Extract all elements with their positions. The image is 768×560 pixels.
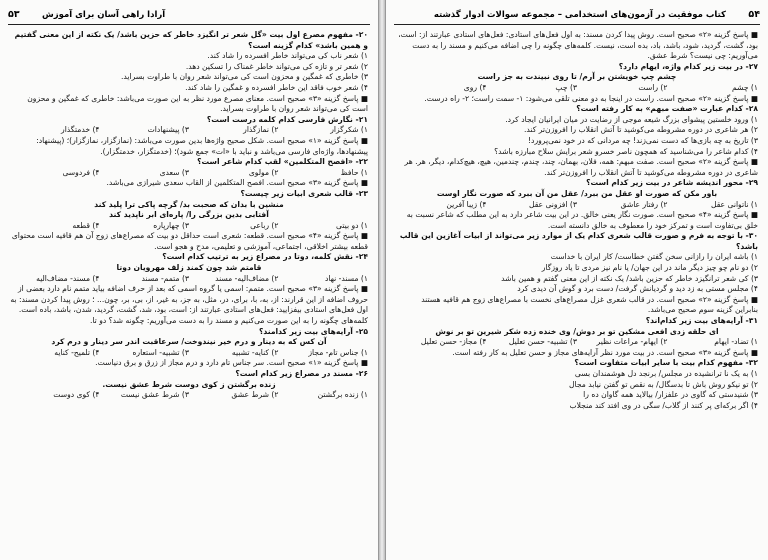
answer-option: ۱) جناس تام- مجاز bbox=[308, 347, 368, 357]
answer-options-row bbox=[10, 348, 368, 359]
answer-option: ۳) شنیدستی که گاوی در علفزار/ بیالاید همه گاوان ده را bbox=[583, 390, 758, 400]
poem-verse: آفتابی بدین بزرگی را/ پاره‌ای ابر ناپدید کند bbox=[109, 210, 269, 220]
question-text: ۳۲- مفهوم کدام بیت با سایر ابیات متفاوت است؟ bbox=[574, 358, 758, 368]
answer-option: ۱) ناتوانی عقل bbox=[710, 199, 758, 209]
answer-option: ۴) مسند- مضاف‌الیه bbox=[36, 273, 100, 283]
poem-verse: ای حلقه زدی افعی مشکین تو بر دوش/ وی خنده زده شکر شیرین تو بر نوش bbox=[435, 326, 719, 336]
answer-option: ۱) به یک نا ترانشیده در مجلس/ برنجد دل هوشمندان بسی bbox=[574, 369, 758, 378]
question-text: ۲۴- نقش کلمه، دوتا در مصراع زیر به ترتیب کدام است؟ bbox=[162, 252, 368, 262]
right-page-body bbox=[396, 30, 758, 556]
answer-option: ۲) ایهام- مراعات نظیر bbox=[596, 337, 668, 347]
question-text: ۲۶- مسند در مصراع زیر کدام است؟ bbox=[235, 369, 368, 378]
answer-option: ۴) مجلس مستی به زد دید و گردیانش گرفت/ دست برد و گوش آن دیدی کرد bbox=[517, 284, 758, 294]
question-text: ۳۱- آرایه‌های بیت زیر کدام‌اند؟ bbox=[645, 316, 758, 326]
answer-option: ۱) تضاد- ایهام bbox=[714, 337, 758, 347]
answer-option: ۳) متمم- مسند bbox=[141, 273, 189, 283]
answer-option: ۳) تشبیه- حسن تعلیل bbox=[508, 337, 577, 347]
question-text: ۲۷- در بیت زیر کدام واژه، ایهام دارد؟ bbox=[618, 61, 758, 71]
answer-option: ۴) شعر خوب فاقد این خاطر افسرده و غمگین را شاد کند. bbox=[185, 82, 368, 92]
answer-option: ۲) رباعی bbox=[250, 220, 279, 230]
answer-explanation: ■ پاسخ گزینه «۲» صحیح است. روش پیدا کردن مسند: به اول فعل‌های استادی: فعل‌های استادی عبارتند از: است، بود، گشت، گردید، شود، باشد، باد، بده است، نیست. کلمه‌های چگونه را چی اضافه می‌کنیم و مسند را به دست می‌آوریم: چی نیست؟ شرط عشق. bbox=[398, 30, 758, 61]
answer-option: ۴) مجاز- حسن تعلیل bbox=[420, 337, 487, 347]
poem-verse: منشین با بدان که صحبت بد/ گرچه پاکی ترا پلید کند bbox=[94, 199, 284, 209]
answer-option: ۴) زیبا آفرین bbox=[446, 199, 487, 209]
question-text: ۳۰- با توجه به فرم و صورت قالب شعری کدام یک از موارد زیر می‌تواند از ابیات آغازین این قالب باشد؟ bbox=[399, 231, 758, 251]
answer-options-row bbox=[10, 390, 368, 401]
answer-option: ۲) شعر تر و تازه کی می‌تواند خاطر غمناک را تسکین دهد. bbox=[185, 61, 368, 71]
answer-option: ۲) هر شاعری در دوره مشروطه می‌کوشید تا آتش انقلاب را افروزن‌تر کند. bbox=[524, 125, 758, 135]
left-page bbox=[0, 0, 379, 560]
answer-option: ۲) نمازگذار bbox=[243, 125, 279, 135]
answer-option: ۲) مولوی bbox=[248, 167, 279, 177]
question-text: ۲۵- آرایه‌های بیت زیر کدامند؟ bbox=[258, 326, 368, 336]
answer-option: ۴) کوی دوست bbox=[53, 390, 100, 400]
question-text: ۲۰- مفهوم مصرع اول بیت «گل شعر تر انگیزد خاطر که حزین باشد/ یک نکته از این معنی گفتیم و همین باشد» کدام گزینه است؟ bbox=[14, 30, 368, 50]
answer-option: ۲) تو نیکو روش باش تا بدسگال/ به نقص تو گفتن نیابد مجال bbox=[569, 379, 758, 389]
answer-explanation: ■ پاسخ گزینه «۱» صحیح است. شکل صحیح واژه‌ها بدین صورت می‌باشد: (نمازگزار، نمازگزار)؛ (پیشنهاد: پیشنهادها، واژه‌ای فارسی می‌باشد و نباید با «ات» جمع شود)؛ (خدمتگزار، خدمتگزار). bbox=[36, 135, 368, 156]
answer-option: ۳) کی شعر ترانگیزد خاطر که حزین باشد/ یک نکته از این معنی گفتم و همین باشد bbox=[501, 273, 758, 283]
answer-explanation: ■ پاسخ گزینه «۳» صحیح است. افصح المتکلمین از القاب سعدی شیرازی می‌باشد. bbox=[106, 178, 368, 188]
answer-options-row bbox=[396, 200, 758, 211]
answer-option: ۳) شرط عشق نیست bbox=[120, 390, 189, 400]
answer-option: ۳) افزونی عقل bbox=[528, 199, 577, 209]
answer-options-row bbox=[10, 168, 368, 179]
answer-option: ۴) خدمتگذار bbox=[61, 125, 100, 135]
answer-option: ۱) دو بیتی bbox=[336, 220, 368, 230]
answer-option: ۲) شرط عشق bbox=[231, 390, 279, 400]
answer-option: ۳) سعدی bbox=[159, 167, 189, 177]
answer-option: ۴) تلمیح- کنایه bbox=[54, 347, 100, 357]
answer-option: ۳) پیشنهادات bbox=[147, 125, 189, 135]
answer-options-row bbox=[10, 274, 368, 285]
answer-explanation: ■ پاسخ گزینه «۱» صحیح است. سر جناس تام دارد و درم مجاز از زرق و برق دنیاست. bbox=[95, 358, 368, 368]
answer-option: ۳) تاریخ به چه بازی‌ها که دست نمی‌زند! چه مردانی که در خود نمی‌پرورد! bbox=[528, 135, 758, 145]
answer-explanation: ■ پاسخ گزینه «۲» صحیح است. صفت مبهم: همه، فلان، بهمان، چند، چندم، چندمین، هیچ، هیچ‌کدام، دیگر، هر. هر شاعری در دوره مشروطه می‌کوشید تا آتش انقلاب را افروزن‌تر کند. bbox=[404, 157, 758, 177]
poem-verse: باور مکن که صورت او عقل من ببرد/ عقل من آن ببرد که صورت نگار اوست bbox=[436, 188, 718, 198]
answer-option: ۱) چشم bbox=[732, 82, 758, 92]
answer-option: ۲) راست bbox=[638, 82, 668, 92]
answer-explanation: ■ پاسخ گزینه «۳» صحیح است. متمم: اسمی یا گروه اسمی که بعد از حرف اضافه بیاید متمم نام دارد بعضی از حروف اضافه از این قرارند: از، به، با، برای، در، مثل، به جز، به غیر، از، بی، بر، چون... ؛ روش پیدا کردن مسند: به اول فعل‌های استادی بیفزایید: فعل‌های استادی عبارتند از: است، بود، شد، گشت، گردید، شدن، باشد، باده است. کلمه‌های چگونه را به این صورت می‌کنیم و مسند را به دست می‌آوریم: چگونه شد؟ دو تا. bbox=[10, 284, 368, 326]
answer-option: ۳) چهارپاره bbox=[153, 220, 189, 230]
question-text: ۲۹- محور اندیشه شاعر در بیت زیر کدام است؟ bbox=[586, 178, 758, 188]
answer-option: ۴) اگر برکه‌ای پر کنند از گلاب/ سگی در وی افتد کند منجلاب bbox=[569, 400, 758, 410]
answer-options-row bbox=[396, 83, 758, 94]
left-page-number: ۵۳ bbox=[8, 9, 20, 20]
poem-verse: زنده برگشتن ز کوی دوست شرط عشق نیست. bbox=[102, 379, 276, 389]
left-page-header-title: آرادا راهی آسان برای آموزش bbox=[42, 10, 166, 20]
answer-option: ۱) حافظ bbox=[340, 167, 368, 177]
answer-options-row bbox=[396, 337, 758, 348]
answer-options-row bbox=[10, 125, 368, 136]
answer-option: ۴) کدام شاعر را می‌شناسید که همچون ناصر خسرو شعر برایش سلاح مبارزه باشد؟ bbox=[494, 146, 758, 156]
answer-option: ۲) مضاف‌الیه- مسند bbox=[215, 273, 279, 283]
answer-option: ۳) خاطری که غمگین و محزون است کی می‌تواند شعر روان با طراوت بسراید. bbox=[120, 72, 368, 82]
answer-explanation: ■ پاسخ گزینه «۲» صحیح است. در قالب شعری غزل مصراع‌های نخست با مصراع‌های زوج هم قافیه هستند بنابراین گزینه سوم صحیح می‌باشد. bbox=[421, 294, 758, 315]
answer-option: ۴) فردوسی bbox=[62, 167, 100, 177]
right-page-header-title: کتاب موفقیت در آزمون‌های استخدامی – مجموعه سوالات ادوار گذشته bbox=[433, 10, 726, 20]
answer-option: ۳) تشبیه- استعاره bbox=[132, 347, 189, 357]
right-page-header bbox=[394, 6, 760, 25]
answer-explanation: ■ پاسخ گزینه «۴» صحیح است. صورت نگار یعنی خالق. در این بیت شاعر دارد به این مطلب که شاعر نسبت به خلق بی‌تفاوت است و تمرکز خود را معطوف به خالق دانسته است. bbox=[406, 210, 758, 230]
answer-option: ۳) چپ bbox=[555, 82, 577, 92]
answer-option: ۱) مسند- نهاد bbox=[324, 273, 368, 283]
left-page-header bbox=[8, 6, 370, 25]
answer-explanation: ■ پاسخ گزینه «۳» صحیح است. در بیت مورد نظر آرایه‌های مجاز و حسن تعلیل به کار رفته است. bbox=[452, 347, 758, 357]
poem-verse: قامتم شد چون کمند زلف مهرویان دوتا bbox=[116, 263, 262, 273]
question-text: ۲۲- «افصح المتکلمین» لقب کدام شاعر است؟ bbox=[197, 157, 368, 167]
answer-explanation: ■ پاسخ گزینه «۲» صحیح است. راست در اینجا به دو معنی تلقی می‌شود: ۱- سمت راست؛ ۲- راه درست. bbox=[424, 93, 758, 103]
answer-option: ۱) ورود خلستین پیشوای بزرگ شیعه موجی از رضایت در میان ایرانیان ایجاد کرد. bbox=[505, 114, 758, 124]
right-page-number: ۵۴ bbox=[748, 9, 760, 20]
right-page bbox=[385, 0, 768, 560]
poem-verse: آن کس که به دینار و درم خیر نیندوخت/ سرعاقبت اندر سر دینار و درم کرد bbox=[51, 337, 327, 347]
answer-option: ۲) رفتار عاشق bbox=[620, 199, 668, 209]
answer-option: ۱) شکرگزار bbox=[330, 125, 368, 135]
answer-option: ۱) زنده برگشتن bbox=[317, 390, 368, 400]
answer-option: ۲) کنایه- تشبیه bbox=[231, 347, 279, 357]
answer-option: ۱) شعر ناب کی می‌تواند خاطر افسرده را شاد کند. bbox=[207, 51, 368, 61]
answer-options-row bbox=[10, 221, 368, 232]
answer-option: ۴) روی bbox=[463, 82, 487, 92]
question-text: ۲۸- کدام عبارت «صفت مبهم» به کار رفته است؟ bbox=[576, 104, 758, 114]
poem-verse: چشم چپ خویشتن بر آرم/ تا روی نبیندت به جز راست bbox=[477, 72, 677, 82]
answer-option: ۴) قطعه bbox=[72, 220, 100, 230]
question-text: ۲۳- قالب شعری ابیات زیر چیست؟ bbox=[240, 188, 368, 198]
question-text: ۲۱- نگارش فارسی کدام کلمه درست است؟ bbox=[206, 114, 368, 124]
left-page-body bbox=[10, 30, 368, 556]
answer-explanation: ■ پاسخ گزینه «۳» صحیح است. معنای مصرع مورد نظر به این صورت می‌باشد: خاطری که غمگین و محزون است کی می‌تواند شعر روان با طراوت بسراید. bbox=[27, 93, 368, 114]
answer-option: ۲) دو نام چو چیز دیگر ماند در این جهان/ یا نام نیز مردی تا یاد روزگار bbox=[541, 263, 758, 273]
answer-explanation: ■ پاسخ گزینه «۴» صحیح است. قطعه: شعری است حداقل دو بیت که مصراع‌های زوج آن هم قافیه است محتوای قطعه بیشتر اخلاقی، اجتماعی، آموزشی و تعلیمی، مدح و هجو است. bbox=[11, 231, 368, 251]
answer-option: ۱) باشه ایران را رازانی سخن گفتن خطاست/ کار ایران با خداست bbox=[550, 252, 758, 262]
